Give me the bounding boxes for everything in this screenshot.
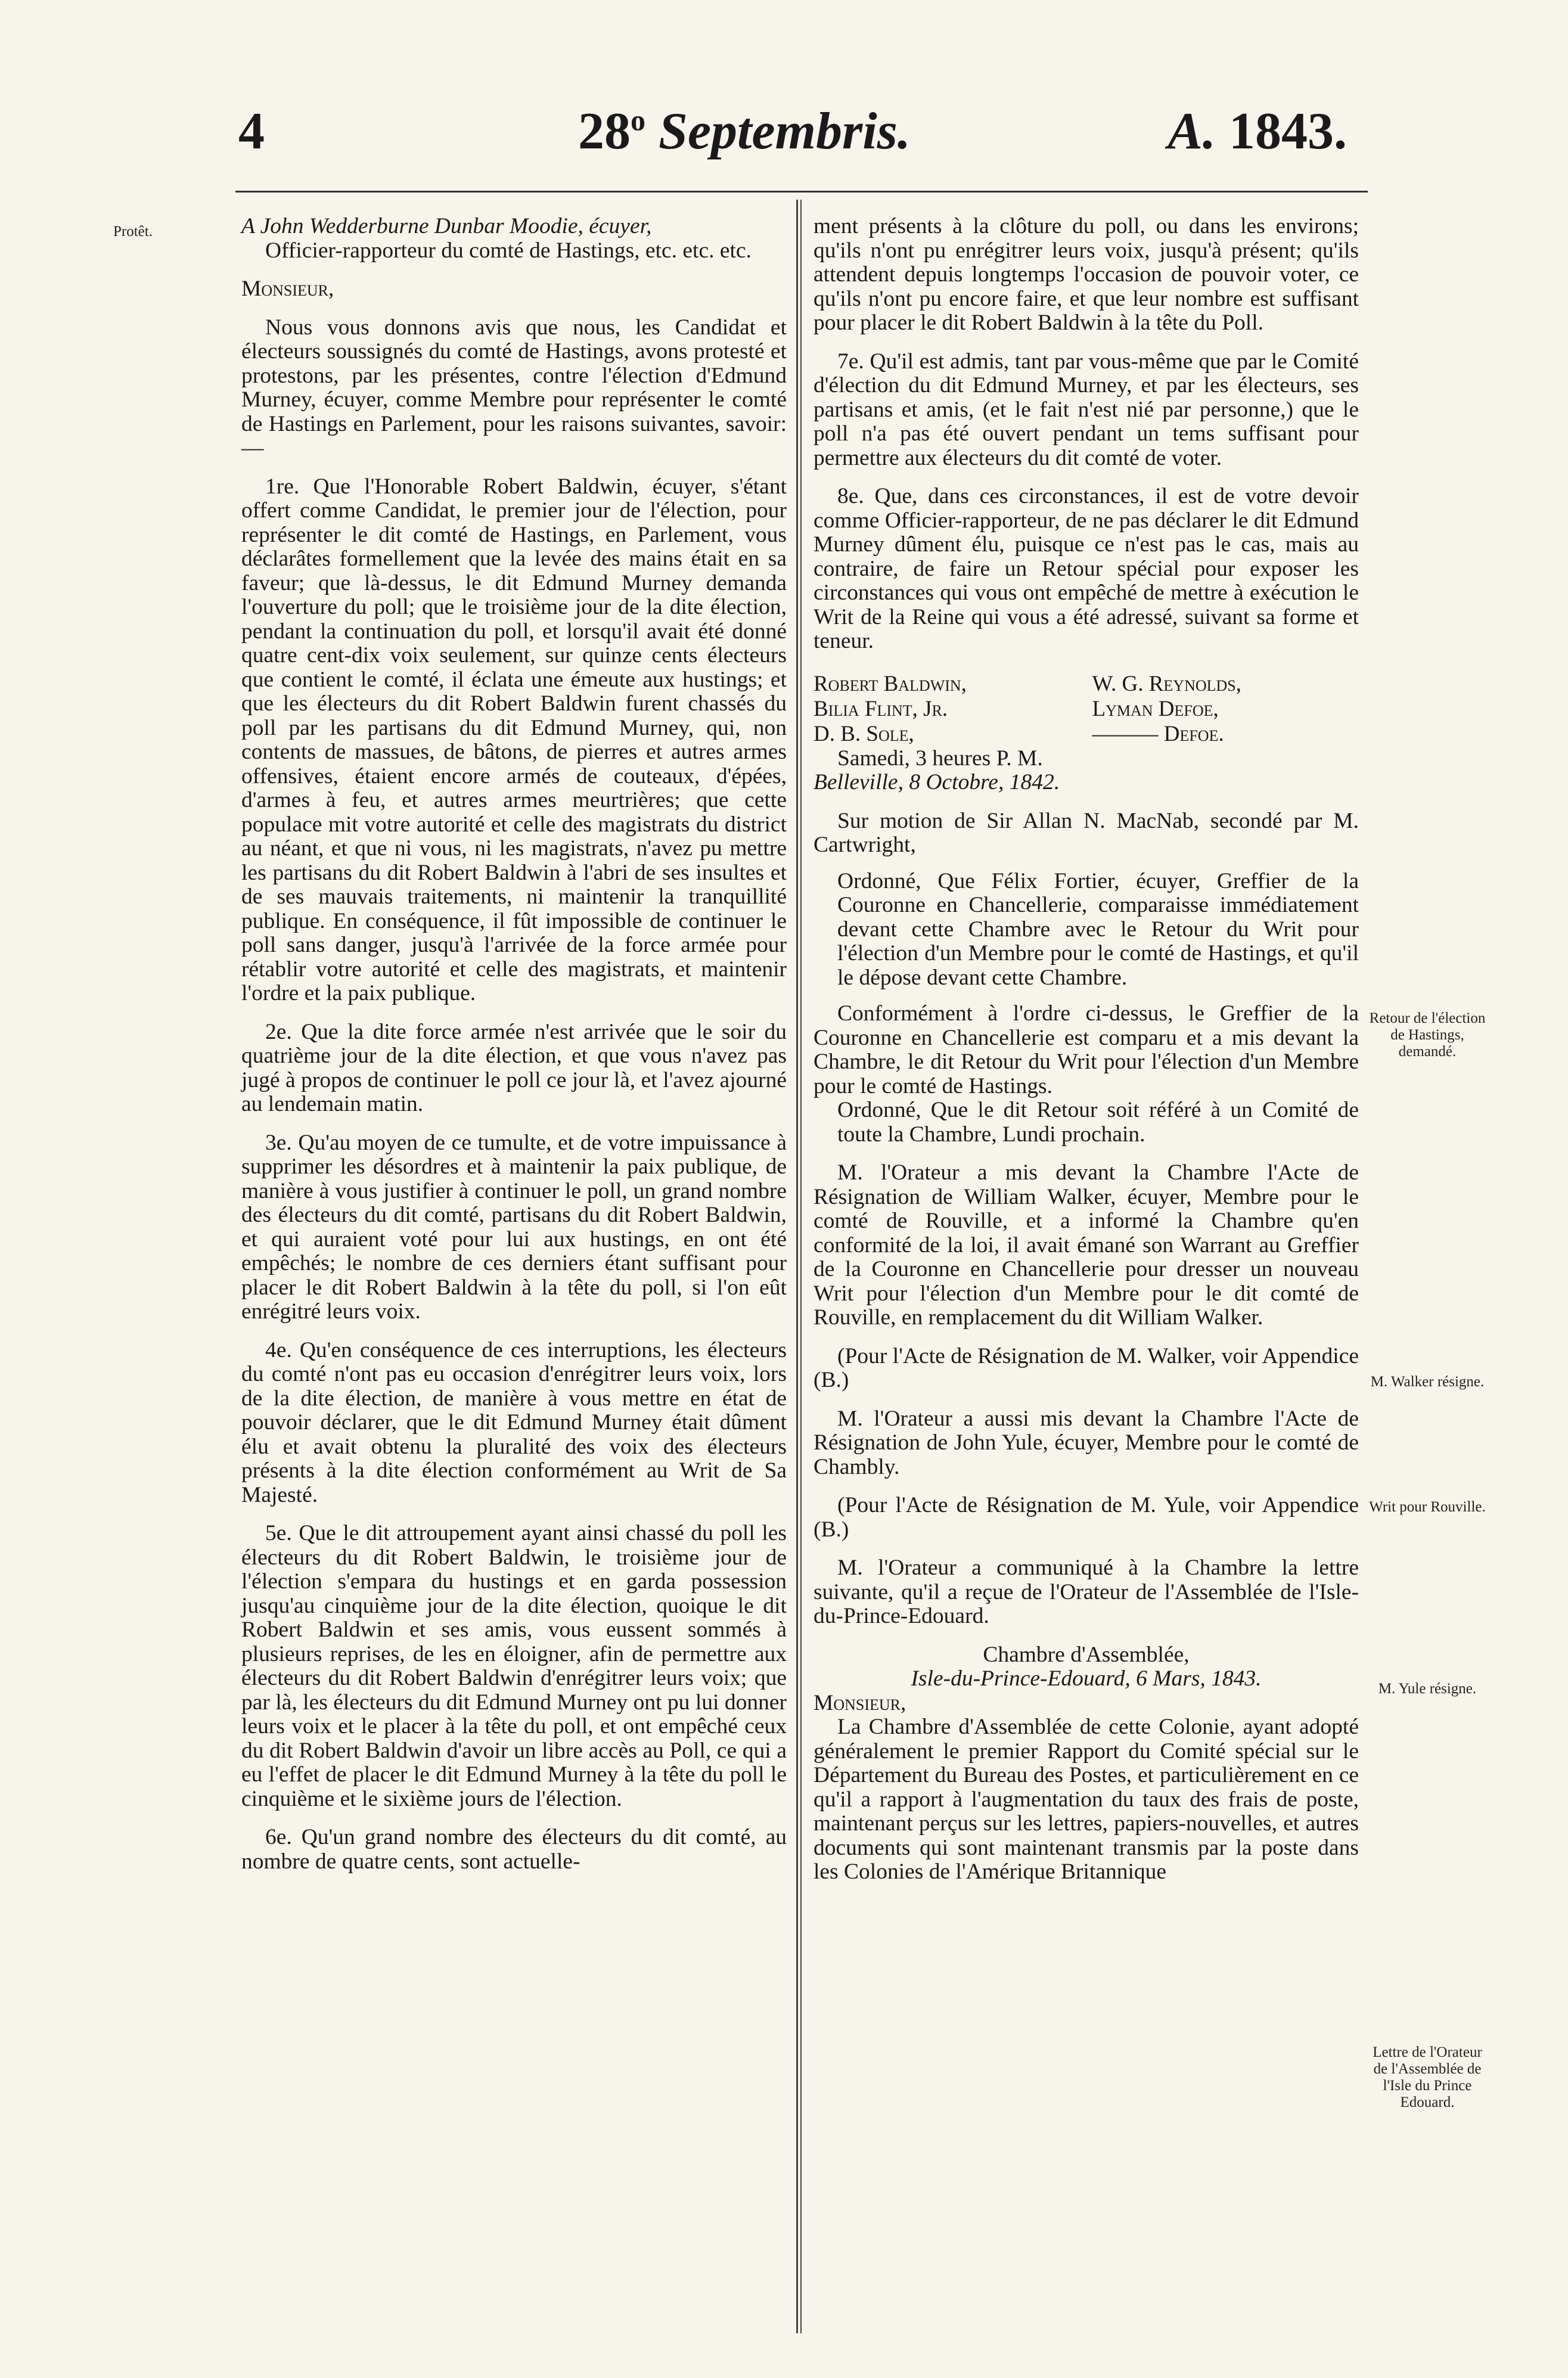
paragraph-5: 5e. Que le dit attroupement ayant ainsi chassé du poll les électeurs du dit Robert Baldwin, le troisième jour de l'élection s'empara du hustings et en garda possession jusqu'au cinquième jour de la dite élection, quoique le dit Robert Baldwin et ses amis, vous eussent sommés à plusieurs reprises, de les en éloigner, afin de permettre aux électeurs du dit Robert Baldwin d'enrégitrer leurs voix; que par là, les électeurs du dit Edmund Murney ont pu lui donner leurs voix et le placer à la tête du poll, et ont empêché ceux du dit Robert Baldwin d'avoir un libre accès au Poll, ce qui a eu l'effet de placer le dit Edmund Murney à la tête du poll le cinquième et le sixième jours de l'élection.: [241, 1521, 787, 1811]
paragraph-8: 8e. Que, dans ces circonstances, il est de votre devoir comme Officier-rapporteur, de ne pas déclarer le dit Edmund Murney dûment élu, puisque ce n'est pas le cas, mais au contraire, de faire un Retour spécial pour exposer les circonstances qui vous ont empêché de mettre à exécution le Writ de la Reine qui vous a été adressé, suivant sa forme et teneur.: [814, 484, 1359, 653]
conforme: Conformément à l'ordre ci-dessus, le Greffier de la Couronne en Chancellerie est comparu et a mis devant la Chambre, le dit Retour du Writ pour l'élection d'un Membre pour le comté de Hastings.: [814, 1001, 1359, 1098]
date-line-1: Samedi, 3 heures P. M.: [837, 746, 1043, 771]
monsieur: Monsieur,: [814, 1690, 906, 1715]
signature: Bilia Flint, Jr.: [814, 696, 948, 721]
paragraph-4: 4e. Qu'en conséquence de ces interruptions, les électeurs du comté n'ont pas eu occasion d'enrégitrer leurs voix, lors de la dite élection, de manière à vous mettre en état de pouvoir déclarer, que le dit Edmund Murney était dûment élu et avait obtenu la pluralité des voix des électeurs présents à la dite élection conformément au Writ de Sa Majesté.: [241, 1337, 787, 1507]
ordonne-1: Ordonné, Que Félix Fortier, écuyer, Greffier de la Couronne en Chancellerie, comparaisse immédiatement devant cette Chambre avec le Retour du Writ pour l'élection d'un Membre pour le comté de Hastings, et qu'il le dépose devant cette Chambre.: [837, 868, 1359, 990]
walker-resignation: M. l'Orateur a mis devant la Chambre l'Acte de Résignation de William Walker, écuyer, Membre pour le comté de Rouville, et a informé la Chambre qu'en conformité de la loi, il avait émané son Warrant au Greffier de la Couronne en Chancellerie pour dresser un nouveau Writ pour l'élection d'un Membre pour le dit comté de Rouville, en remplacement du dit William Walker.: [814, 1160, 1359, 1330]
signature: Robert Baldwin,: [814, 671, 967, 696]
margin-note-walker: M. Walker résigne.: [1370, 1374, 1485, 1390]
signature: D. B. Sole,: [814, 721, 914, 746]
address-line-2: Officier-rapporteur du comté de Hastings, etc. etc. etc.: [265, 238, 752, 263]
margin-note-writ: Writ pour Rouville.: [1369, 1499, 1486, 1515]
margin-note-lettre: Lettre de l'Orateur de l'Assemblée de l'Isle du Prince Edouard.: [1373, 2044, 1482, 2110]
left-column: [241, 215, 787, 1874]
chambre-heading: Chambre d'Assemblée,: [983, 1642, 1190, 1667]
paragraph-6: 6e. Qu'un grand nombre des électeurs du dit comté, au nombre de quatre cents, sont actuelle-: [241, 1825, 787, 1874]
paragraph-3: 3e. Qu'au moyen de ce tumulte, et de votre impuissance à supprimer les désordres et à maintenir la paix publique, de manière à vous justifier à continuer le poll, un grand nombre des électeurs du dit comté, partisans du dit Robert Baldwin, et qui auraient voté pour lui aux hustings, en ont été empêchés; le nombre de ces derniers étant suffisant pour placer le dit Robert Baldwin à la tête du poll, si l'on eût enrégitré leurs voix.: [241, 1130, 787, 1324]
yule-appendix: (Pour l'Acte de Résignation de M. Yule, voir Appendice (B.): [814, 1493, 1359, 1542]
header-rule: [235, 191, 1368, 193]
letter-body: La Chambre d'Assemblée de cette Colonie, ayant adopté généralement le premier Rapport du Comité spécial sur le Département du Bureau des Postes, et particulièrement en ce qu'il a rapport à l'augmentation du taux des frais de poste, maintenant perçus sur les lettres, papiers-nouvelles, et autres documents qui sont maintenant transmis par la poste dans les Colonies de l'Amérique Britannique: [814, 1715, 1359, 1884]
right-column: [814, 215, 1359, 1885]
signature: Lyman Defoe,: [1092, 696, 1219, 721]
walker-appendix: (Pour l'Acte de Résignation de M. Walker, voir Appendice (B.): [814, 1343, 1359, 1392]
motion: Sur motion de Sir Allan N. MacNab, secondé par M. Cartwright,: [814, 808, 1359, 857]
page-number: 4: [238, 103, 265, 160]
paragraph-7: 7e. Qu'il est admis, tant par vous-même que par le Comité d'élection du dit Edmund Murney, et par les électeurs, ses partisans et amis, (et le fait n'est nié par personne,) que le poll n'a pas été ouvert pendant un tems suffisant pour permettre aux électeurs du dit comté de voter.: [814, 349, 1359, 470]
signature: ——— Defoe.: [1092, 721, 1224, 746]
paragraph-2: 2e. Que la dite force armée n'est arrivée que le soir du quatrième jour de la dite élection, et que vous n'avez pas jugé à propos de continuer le poll ce jour là, et l'avez ajourné au lendemain matin.: [241, 1019, 787, 1116]
column-divider: [796, 200, 798, 2333]
header-date: 28$^o$ Septembris.: [578, 103, 911, 160]
header-year: A. 1843.: [1168, 103, 1347, 160]
column-divider-inner: [800, 200, 802, 2333]
yule-resignation: M. l'Orateur a aussi mis devant la Chambre l'Acte de Résignation de John Yule, écuyer, Membre pour le comté de Chambly.: [814, 1406, 1359, 1479]
signatures: [814, 672, 1359, 747]
chambre-date: Isle-du-Prince-Edouard, 6 Mars, 1843.: [911, 1666, 1262, 1691]
address-line-1: A John Wedderburne Dunbar Moodie, écuyer,: [241, 214, 652, 238]
ordonne-2: Ordonné, Que le dit Retour soit référé à un Comité de toute la Chambre, Lundi prochain.: [837, 1098, 1359, 1147]
paragraph-1: 1re. Que l'Honorable Robert Baldwin, écuyer, s'étant offert comme Candidat, le premier jour de l'élection, pour représenter le dit comté de Hastings, en Parlement, vous déclarâtes formellement que la levée des mains était en sa faveur; que là-dessus, le dit Edmund Murney demanda l'ouverture du poll; que le troisième jour de la dite élection, pendant la continuation du poll, et lorsqu'il avait été donné quatre cent-dix voix seulement, sur quinze cents électeurs que contient le comté, il éclata une émeute aux hustings; et que les électeurs du dit Robert Baldwin furent chassés du poll par les partisans du dit Edmund Murney, qui, non contents de massues, de bâtons, de pierres et autres armes offensives, étaient encore armés de couteaux, d'épées, d'armes à feu, et autres armes meurtrières; que cette populace mit votre autorité et celle des magistrats du district au néant, et que ni vous, ni les magistrats, n'avez pu mettre les partisans du dit Robert Baldwin à l'abri de ses insultes et de ses mauvais traitements, ni maintenir la tranquillité publique. En conséquence, il fût impossible de continuer le poll sans danger, jusqu'à l'arrivée de la force armée pour rétablir votre autorité et celle des magistrats, et maintenir l'ordre et la paix publique.: [241, 474, 787, 1005]
paragraph-intro: Nous vous donnons avis que nous, les Candidat et électeurs soussignés du comté de Hastings, avons protesté et protestons, par les présentes, contre l'élection d'Edmund Murney, écuyer, comme Membre pour représenter le comté de Hastings en Parlement, pour les raisons suivantes, savoir:—: [241, 315, 787, 460]
margin-note-protet: Protêt.: [113, 223, 153, 240]
margin-note-retour: Retour de l'élection de Hastings, demandé.: [1369, 1010, 1486, 1060]
page-header: [238, 101, 1371, 167]
salutation: Monsieur,: [241, 277, 334, 301]
margin-note-yule: M. Yule résigne.: [1378, 1681, 1477, 1697]
signature: W. G. Reynolds,: [1092, 671, 1242, 696]
lettre-intro: M. l'Orateur a communiqué à la Chambre la lettre suivante, qu'il a reçue de l'Orateur de l'Assemblée de l'Isle-du-Prince-Edouard.: [814, 1556, 1359, 1628]
date-line-2: Belleville, 8 Octobre, 1842.: [814, 770, 1060, 794]
paragraph-6-continued: ment présents à la clôture du poll, ou dans les environs; qu'ils n'ont pu enrégitrer leurs voix, jusqu'à présent; qu'ils attendent depuis longtemps l'occasion de pouvoir voter, ce qu'ils n'ont pu encore faire, et que leur nombre est suffisant pour placer le dit Robert Baldwin à la tête du Poll.: [814, 214, 1359, 335]
